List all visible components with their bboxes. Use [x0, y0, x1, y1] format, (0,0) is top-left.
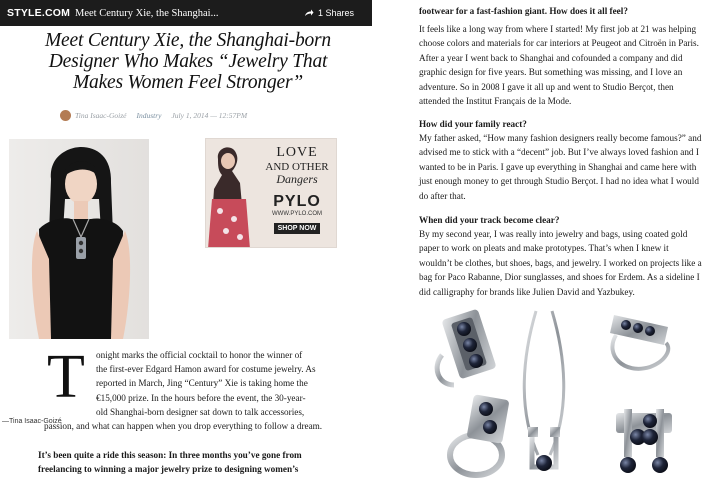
ad-url: WWW.PYLO.COM: [272, 211, 322, 217]
ad-headline-other: AND OTHER: [265, 161, 329, 173]
shop-now-button[interactable]: SHOP NOW: [274, 223, 321, 234]
intro-line: passion, and what can happen when you drop everything to follow a dream.: [44, 421, 323, 432]
question-2: How did your family react?: [419, 119, 527, 129]
pylo-logo: PYLO: [273, 193, 321, 210]
publish-date: July 1, 2014 — 12:57PM: [171, 111, 248, 120]
answer-3: [419, 227, 709, 299]
answer-line: choose colors and materials for car interiors at Peugeot and Citroën in Paris.: [419, 38, 699, 49]
author-name[interactable]: Tina Isaac-Goizé: [75, 111, 127, 120]
intro-line: the first-ever Edgard Hamon award for costume jewelry. As: [96, 364, 316, 375]
share-icon: [304, 9, 314, 17]
site-logo[interactable]: STYLE.COM: [7, 7, 71, 19]
ring-top-right: [610, 315, 668, 369]
answer-line: bag for Paco Rabanne, Dior sunglasses, and shoes for Erdem. As a sideline I: [419, 272, 700, 283]
byline: [60, 110, 320, 121]
pylo-advertisement[interactable]: [205, 138, 337, 248]
share-button[interactable]: [304, 8, 372, 18]
headline-line: Meet Century Xie, the Shanghai-born: [45, 30, 331, 51]
designer-photo: [9, 139, 149, 339]
answer-line: do after that.: [419, 190, 466, 201]
ring-bottom-left: [450, 394, 510, 475]
answer-line: By my second year, I was really into jewelry and bags, using coated gold: [419, 229, 688, 239]
answer-line: wanted to be in Paris. I gave up everything in Shanghai and came here with: [419, 161, 697, 172]
intro-line: onight marks the official cocktail to honor the winner of: [96, 350, 303, 360]
category-link[interactable]: Industry: [136, 111, 162, 120]
intro-paragraph: [44, 343, 356, 433]
top-bar: [0, 0, 372, 26]
answer-line: did calligraphy for brands like Julien David and Yazbukey.: [419, 286, 635, 297]
answer-line: After a year I went back to Shanghai and cofounded a company and did: [419, 52, 683, 63]
headline-line: Makes Women Feel Stronger”: [72, 72, 304, 93]
answer-line: just enough money to get through Studio Berçot. I had no idea what I would: [419, 176, 699, 187]
question-1-continued: footwear for a fast-fashion giant. How does it all feel?: [419, 6, 628, 16]
intro-line: reported in March, Jing “Century” Xie is taking home the: [96, 378, 308, 389]
intro-line: €15,000 prize. In the hours before the event, the 30-year-: [96, 392, 306, 403]
pendant-necklace: [524, 311, 564, 471]
answer-2: [419, 131, 709, 203]
share-count: 1 Shares: [317, 8, 354, 18]
ring-top-left: [437, 309, 497, 385]
author-credit: —Tina Isaac-Goizé: [2, 418, 62, 425]
headline-line: Designer Who Makes “Jewelry That: [48, 51, 328, 72]
answer-line: graphic design for five years. But something was missing, and I love an: [419, 67, 683, 78]
question-3: When did your track become clear?: [419, 215, 560, 225]
answer-line: wouldn’t be clothes, but shoes, bags, and jewelry. I worked on projects like a: [419, 257, 702, 268]
question-line: It’s been quite a ride this season: In three months you’ve gone from: [38, 450, 302, 460]
answer-line: It feels like a long way from where I started! My first job at 21 was helping: [419, 24, 697, 34]
question-line: freelancing to winning a major jewelry prize to designing women’s: [38, 464, 299, 474]
ad-headline-love: LOVE: [276, 145, 318, 160]
author-avatar: [60, 110, 71, 121]
answer-line: My father asked, “How many fashion designers really become famous?” and: [419, 133, 702, 143]
jewelry-photo: [428, 305, 698, 490]
ad-headline-dangers: Dangers: [276, 172, 318, 186]
question-1: [38, 448, 358, 476]
answer-line: adventure. So in 2008 I gave it all up and went to Studio Berçot, then: [419, 81, 674, 92]
right-page: [392, 0, 709, 490]
answer-1: [419, 22, 709, 108]
ring-bottom-right: [616, 409, 672, 473]
topbar-article-title: Meet Century Xie, the Shanghai...: [75, 7, 219, 19]
answer-line: advised me to stick with a “decent” job. But I’ve always loved fashion and I: [419, 147, 699, 158]
article-headline: [20, 30, 356, 93]
answer-line: attended the Institut Français de la Mode.: [419, 96, 572, 107]
answer-line: paper to work on pleats and make prototypes. That’s when I knew it: [419, 243, 669, 254]
intro-line: old Shanghai-born designer sat down to talk accessories,: [96, 406, 305, 417]
drop-cap: T: [47, 343, 85, 411]
